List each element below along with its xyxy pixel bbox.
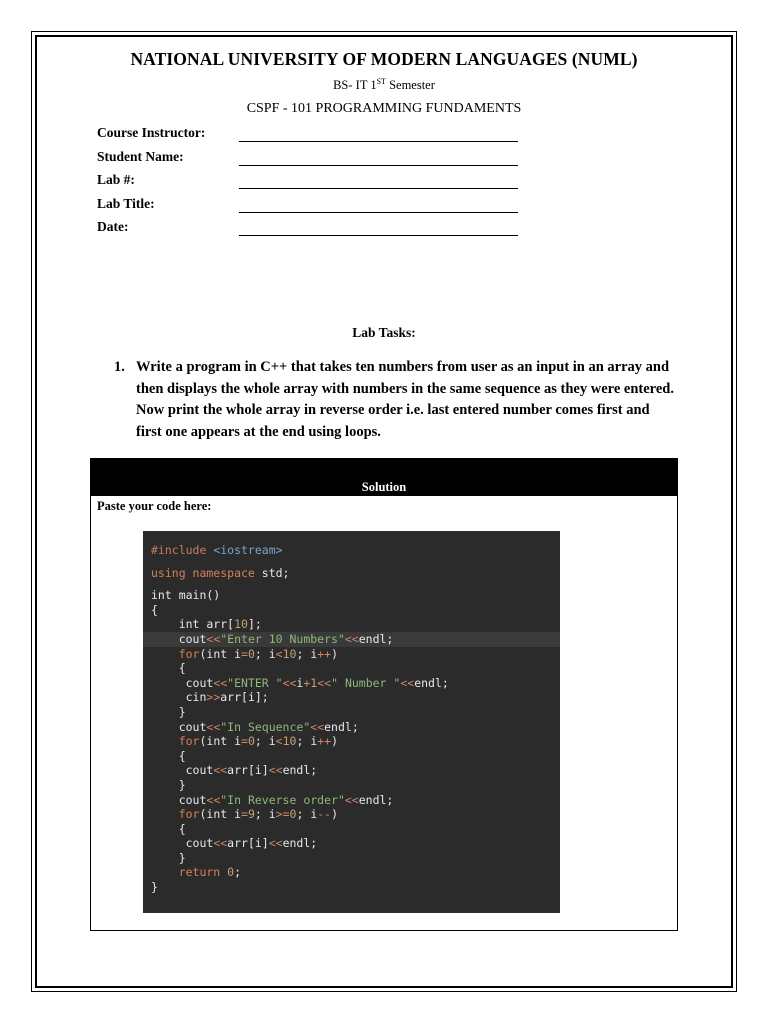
code-line (151, 763, 560, 778)
code-token: << (268, 836, 283, 851)
code-token: cout (151, 675, 214, 690)
code-token: "In Sequence" (220, 719, 311, 734)
code-token: -- (317, 807, 332, 822)
code-token: << (206, 719, 221, 734)
code-token: << (310, 719, 325, 734)
code-token: } (151, 880, 158, 895)
code-token: << (213, 675, 228, 690)
code-token: (int i (199, 734, 242, 749)
task-number: 1. (114, 359, 125, 375)
code-token: 1 (310, 675, 318, 690)
task-text: Write a program in C++ that takes ten numbers from user as an input in an array and then displays the whole array with numbers in the same sequence as they were entered. Now print the whole array in reverse order i.e. last entered number comes first and first one appears at the end using loops. (136, 359, 674, 440)
info-label: Lab #: (97, 172, 135, 187)
code-token: << (400, 675, 415, 690)
code-token: arr[i] (227, 763, 269, 778)
code-line (151, 851, 560, 866)
info-blank-line[interactable] (239, 212, 518, 213)
code-line (151, 793, 560, 808)
code-token: (int i (199, 807, 242, 822)
code-line (151, 865, 560, 880)
info-label: Course Instructor: (97, 125, 206, 140)
code-token: { (151, 821, 186, 836)
code-line (143, 632, 560, 647)
code-token: " Number " (331, 675, 401, 690)
code-token: std; (261, 565, 290, 580)
code-token: << (344, 631, 359, 646)
code-line (151, 690, 560, 705)
code-token: = (241, 734, 248, 749)
code-line (151, 603, 560, 618)
code-blank-line (151, 558, 560, 566)
code-token: "ENTER " (227, 675, 283, 690)
code-screenshot (143, 531, 560, 913)
code-token: cout (151, 719, 207, 734)
code-token: for (151, 734, 200, 749)
semester-line (0, 78, 768, 93)
code-token: ]; (247, 617, 262, 632)
code-token: arr[i]; (220, 690, 269, 705)
code-token: ; i (296, 734, 318, 749)
lab-tasks-heading: Lab Tasks: (352, 325, 416, 340)
code-token: >> (206, 690, 221, 705)
code-token: cout (151, 631, 207, 646)
code-token: << (213, 836, 228, 851)
code-token: for (151, 646, 200, 661)
code-token: ; i (296, 646, 318, 661)
solution-header (90, 458, 678, 496)
code-token: } (151, 704, 186, 719)
code-token: << (317, 675, 332, 690)
code-token: (int i (199, 646, 242, 661)
code-token: ; i (254, 734, 276, 749)
code-line (151, 778, 560, 793)
code-token: ) (331, 646, 339, 661)
code-token: = (241, 646, 248, 661)
code-token: return (151, 865, 228, 880)
code-line (151, 749, 560, 764)
semester-prefix: BS- IT 1 (333, 78, 377, 92)
code-token: << (206, 631, 221, 646)
code-token: endl; (282, 763, 318, 778)
code-token: 0 (247, 646, 255, 661)
code-token: ; (234, 865, 242, 880)
info-label: Lab Title: (97, 195, 155, 211)
code-token: 10 (234, 617, 248, 632)
code-token: endl; (358, 631, 394, 646)
course-title: CSPF - 101 PROGRAMMING FUNDAMENTS (246, 101, 522, 116)
code-token: < (275, 646, 283, 661)
code-token: { (151, 602, 158, 617)
code-line (151, 566, 560, 581)
code-token: < (275, 734, 283, 749)
code-token: arr[i] (227, 836, 269, 851)
code-token: ; i (254, 646, 276, 661)
code-token: >= (275, 807, 290, 822)
code-token: 9 (247, 807, 255, 822)
code-token: 10 (282, 646, 297, 661)
code-token: 0 (247, 734, 255, 749)
solution-title: Solution (361, 480, 407, 494)
code-token: 0 (227, 865, 235, 880)
code-token: << (206, 792, 221, 807)
code-token: ) (331, 807, 339, 822)
code-token: 0 (289, 807, 297, 822)
code-token: <iostream> (213, 543, 283, 557)
code-token: { (151, 661, 186, 676)
code-line (151, 734, 560, 749)
info-blank-line[interactable] (239, 235, 518, 236)
semester-suffix: Semester (385, 78, 435, 92)
code-token: ; i (254, 807, 276, 822)
code-token: ++ (317, 734, 332, 749)
code-token: << (344, 792, 359, 807)
code-token: } (151, 850, 186, 865)
info-blank-line[interactable] (239, 141, 518, 142)
code-token: { (151, 748, 186, 763)
code-line (151, 807, 560, 822)
code-token: ; i (296, 807, 318, 822)
semester-superscript: ST (376, 77, 386, 86)
code-token: << (213, 763, 228, 778)
code-line (151, 661, 560, 676)
code-token: ++ (317, 646, 332, 661)
code-token: cout (151, 836, 214, 851)
code-token: } (151, 777, 186, 792)
code-token: int arr[ (151, 617, 235, 632)
code-line (151, 720, 560, 735)
code-blank-line (151, 580, 560, 588)
code-token: = (241, 807, 248, 822)
code-line (151, 617, 560, 632)
info-label: Student Name: (97, 148, 184, 164)
code-line (151, 822, 560, 837)
info-blank-line[interactable] (239, 188, 518, 189)
code-token: i (296, 675, 304, 690)
code-token: endl; (414, 675, 449, 690)
code-token: cout (151, 792, 207, 807)
code-token: endl; (324, 719, 359, 734)
code-token: << (282, 675, 297, 690)
code-token: for (151, 807, 200, 822)
code-token: 10 (282, 734, 297, 749)
task-item (114, 357, 674, 443)
info-blank-line[interactable] (239, 165, 518, 166)
code-token: using namespace (151, 565, 262, 580)
code-line (151, 836, 560, 851)
code-token: + (303, 675, 311, 690)
university-title: NATIONAL UNIVERSITY OF MODERN LANGUAGES (NUML) (130, 49, 638, 69)
code-token: "In Reverse order" (220, 792, 345, 807)
code-token: #include (151, 543, 214, 557)
code-line (151, 880, 560, 895)
code-line (151, 676, 560, 691)
code-line (151, 647, 560, 662)
code-token: endl; (282, 836, 318, 851)
code-token: int main() (151, 588, 221, 603)
code-line (151, 588, 560, 603)
paste-code-label: Paste your code here: (97, 499, 212, 513)
code-token: "Enter 10 Numbers" (220, 631, 345, 646)
code-token: endl; (358, 792, 394, 807)
code-token: cin (151, 690, 207, 705)
code-token: cout (151, 763, 214, 778)
code-line (151, 705, 560, 720)
code-token: << (268, 763, 283, 778)
code-token: ) (331, 734, 339, 749)
info-label: Date: (97, 219, 129, 234)
code-line (151, 543, 560, 558)
